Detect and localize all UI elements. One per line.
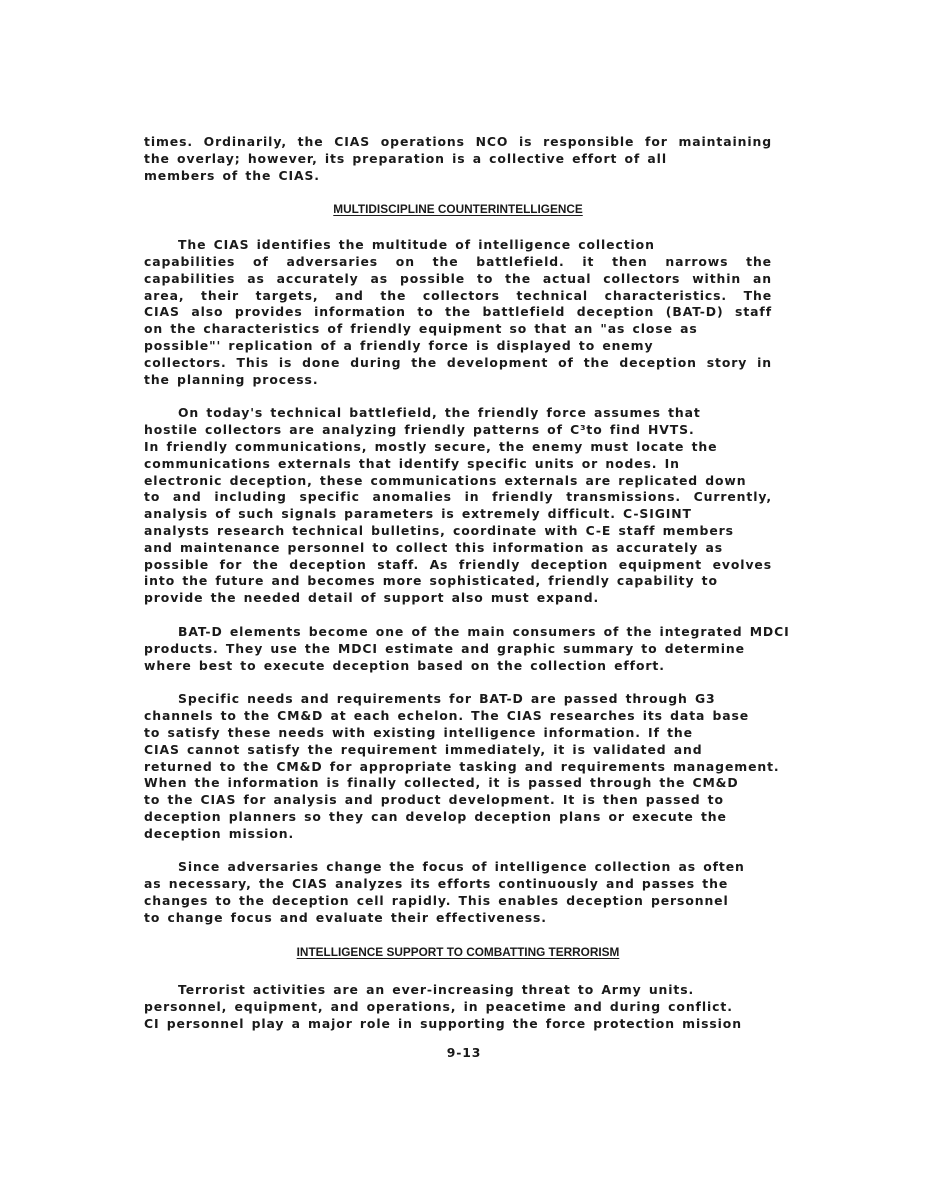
text-line: deception mission. <box>144 825 295 841</box>
page-number: 9-13 <box>446 1045 482 1060</box>
text-line: to and including specific anomalies in friendly transmissions. Currently, <box>144 489 772 505</box>
paragraph-cias-identifies <box>144 237 772 388</box>
paragraph-terrorist-activities <box>144 982 772 1032</box>
text-line: deception planners so they can develop deception plans or execute the <box>144 808 727 824</box>
text-line: into the future and becomes more sophisticated, friendly capability to <box>144 573 718 589</box>
text-line: where best to execute deception based on the collection effort. <box>144 657 665 673</box>
text-line: returned to the CM&D for appropriate tasking and requirements management. <box>144 758 780 774</box>
text-line: products. They use the MDCI estimate and graphic summary to determine <box>144 640 745 656</box>
text-line: electronic deception, these communications externals are replicated down <box>144 472 747 488</box>
paragraph-bat-d-elements <box>144 623 790 674</box>
text-line: Since adversaries change the focus of intelligence collection as often <box>178 859 745 875</box>
text-line: analysis of such signals parameters is extremely difficult. C-SIGINT <box>144 506 692 522</box>
text-line: and maintenance personnel to collect this information as accurately as <box>144 539 724 555</box>
text-line: members of the CIAS. <box>144 167 320 183</box>
text-line: on the characteristics of friendly equipment so that an "as close as <box>144 321 698 337</box>
paragraph-specific-needs <box>144 691 780 842</box>
text-line: to change focus and evaluate their effectiveness. <box>144 909 547 925</box>
text-line: CI personnel play a major role in supporting the force protection mission <box>144 1016 742 1032</box>
text-line: channels to the CM&D at each echelon. The CIAS researches its data base <box>144 708 750 724</box>
text-line: to the CIAS for analysis and product development. It is then passed to <box>144 792 724 808</box>
paragraph-technical-battlefield <box>144 405 772 607</box>
text-line: the planning process. <box>144 371 319 387</box>
text-line: When the information is finally collected, it is passed through the CM&D <box>144 775 739 791</box>
text-line: BAT-D elements become one of the main consumers of the integrated MDCI <box>178 623 790 639</box>
text-line: personnel, equipment, and operations, in peacetime and during conflict. <box>144 999 733 1015</box>
text-line: times. Ordinarily, the CIAS operations NCO is responsible for maintaining <box>144 134 772 149</box>
heading-text: INTELLIGENCE SUPPORT TO COMBATTING TERRORISM <box>296 944 620 959</box>
text-line: capabilities as accurately as possible to the actual collectors within an <box>144 270 772 286</box>
document-page <box>144 134 790 1050</box>
text-line: CIAS also provides information to the battlefield deception (BAT-D) staff <box>144 304 772 320</box>
text-line: capabilities of adversaries on the battlefield. it then narrows the <box>144 253 772 269</box>
section-heading-multidiscipline <box>144 201 772 218</box>
text-line: Terrorist activities are an ever-increasing threat to Army units. <box>178 982 695 998</box>
text-line: In friendly communications, mostly secure, the enemy must locate the <box>144 438 718 454</box>
text-line: possible for the deception staff. As friendly deception equipment evolves <box>144 556 772 572</box>
text-line: area, their targets, and the collectors technical characteristics. The <box>144 287 772 303</box>
text-line: possible"' replication of a friendly force is displayed to enemy <box>144 337 654 353</box>
text-line: hostile collectors are analyzing friendly patterns of C³to find HVTS. <box>144 422 695 438</box>
heading-text: MULTIDISCIPLINE COUNTERINTELLIGENCE <box>333 202 583 217</box>
section-heading-terrorism <box>144 944 772 961</box>
text-line: changes to the deception cell rapidly. This enables deception personnel <box>144 893 729 909</box>
text-line: collectors. This is done during the development of the deception story in <box>144 354 772 370</box>
text-line: communications externals that identify specific units or nodes. In <box>144 455 680 471</box>
paragraph-continuation <box>144 134 772 184</box>
text-line: Specific needs and requirements for BAT-D are passed through G3 <box>178 691 716 707</box>
paragraph-adversaries-change <box>144 859 772 926</box>
text-line: On today's technical battlefield, the friendly force assumes that <box>178 405 701 421</box>
text-line: to satisfy these needs with existing intelligence information. If the <box>144 724 693 740</box>
text-line: CIAS cannot satisfy the requirement immediately, it is validated and <box>144 741 703 757</box>
text-line: analysts research technical bulletins, coordinate with C-E staff members <box>144 522 734 538</box>
text-line: as necessary, the CIAS analyzes its efforts continuously and passes the <box>144 876 729 892</box>
text-line: the overlay; however, its preparation is a collective effort of all <box>144 150 667 166</box>
text-line: The CIAS identifies the multitude of intelligence collection <box>178 237 655 253</box>
text-line: provide the needed detail of support also must expand. <box>144 590 600 606</box>
